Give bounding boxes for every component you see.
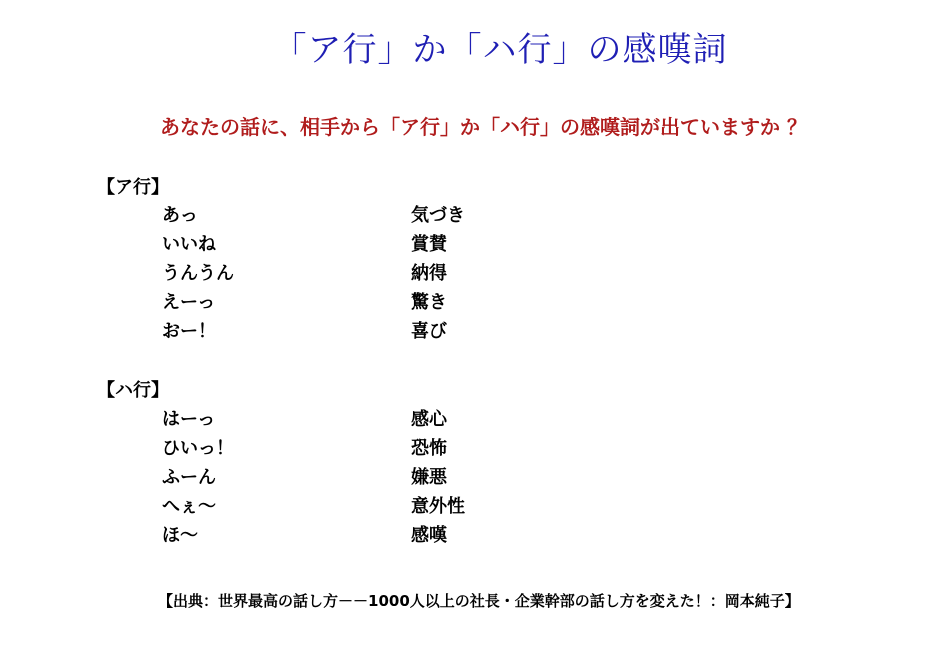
source-citation: 【出典：世界最高の話し方－－1000人以上の社長・企業幹部の話し方を変えた！：岡本純子】 <box>158 592 800 610</box>
meaning-text: 感心 <box>411 409 447 430</box>
interjection-row <box>0 232 950 258</box>
section-heading-ha-row: 【ハ行】 <box>97 380 169 401</box>
interjection-row <box>0 436 950 462</box>
interjection-text: ふーん <box>162 467 216 488</box>
meaning-text: 意外性 <box>411 496 465 517</box>
interjection-row <box>0 261 950 287</box>
page-title: 「ア行」か「ハ行」の感嘆詞 <box>272 30 728 70</box>
meaning-text: 恐怖 <box>411 438 447 459</box>
meaning-text: 嫌悪 <box>411 467 447 488</box>
interjection-row <box>0 290 950 316</box>
interjection-row <box>0 203 950 229</box>
interjection-row <box>0 494 950 520</box>
interjection-text: はーっ <box>162 409 216 430</box>
meaning-text: 気づき <box>411 205 465 226</box>
question-text: あなたの話に、相手から「ア行」か「ハ行」の感嘆詞が出ていますか ？ <box>160 115 807 139</box>
meaning-text: 驚き <box>411 292 447 313</box>
section-heading-a-row: 【ア行】 <box>97 177 169 198</box>
interjection-text: いいね <box>162 234 216 255</box>
interjection-text: へぇ～ <box>162 496 216 517</box>
meaning-text: 感嘆 <box>411 525 447 546</box>
meaning-text: 喜び <box>411 321 447 342</box>
interjection-row <box>0 465 950 491</box>
interjection-row <box>0 319 950 345</box>
interjection-row <box>0 407 950 433</box>
interjection-text: おー！ <box>162 321 216 342</box>
interjection-text: あっ <box>162 205 198 226</box>
meaning-text: 賞賛 <box>411 234 447 255</box>
interjection-text: ひいっ！ <box>162 438 234 459</box>
interjection-text: うんうん <box>162 263 234 284</box>
interjection-row <box>0 523 950 549</box>
meaning-text: 納得 <box>411 263 447 284</box>
interjection-text: えーっ <box>162 292 216 313</box>
interjection-text: ほ～ <box>162 525 198 546</box>
